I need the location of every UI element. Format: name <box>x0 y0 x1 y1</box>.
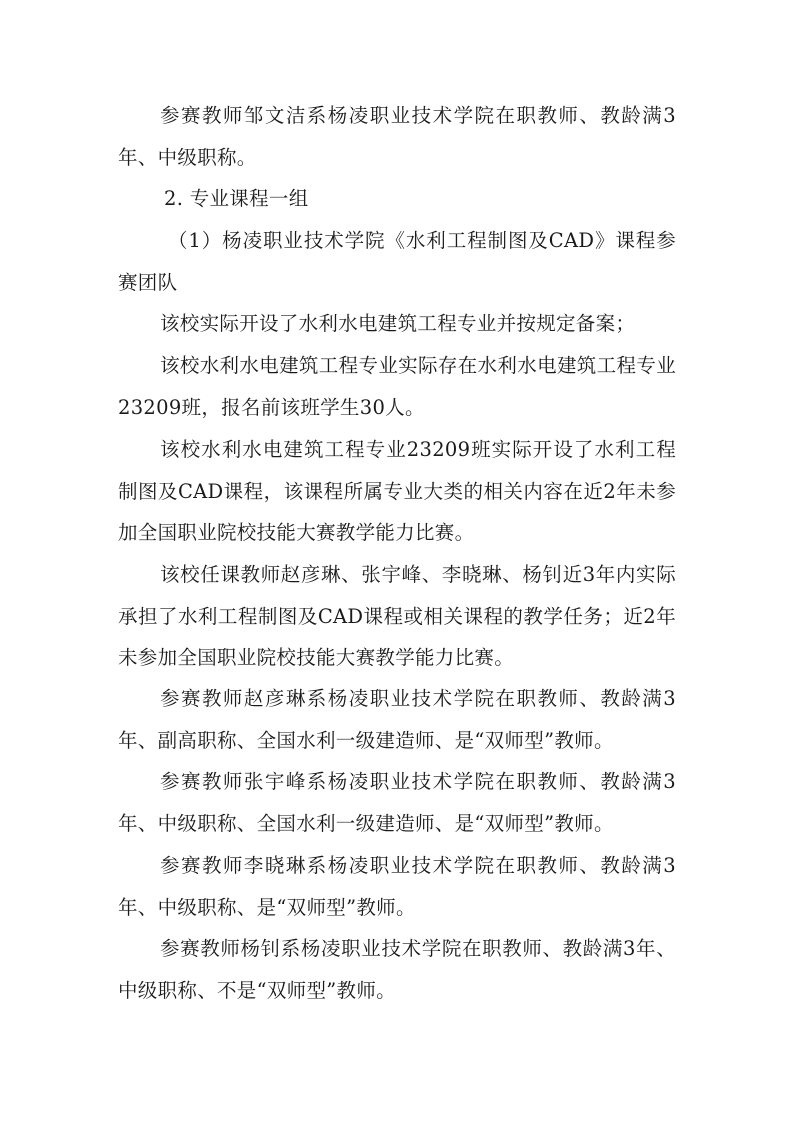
paragraph-course-info: 该校水利水电建筑工程专业23209班实际开设了水利工程制图及CAD课程，该课程所属专业大类的相关内容在近2年未参加全国职业院校技能大赛教学能力比赛。 <box>118 438 676 544</box>
paragraph-class-info: 该校水利水电建筑工程专业实际存在水利水电建筑工程专业23209班，报名前该班学生30人。 <box>118 354 676 419</box>
paragraph-teacher-li: 参赛教师李晓琳系杨凌职业技术学院在职教师、教龄满3年、中级职称、是“双师型”教师。 <box>118 854 676 919</box>
paragraph-teacher-zhao: 参赛教师赵彦琳系杨凌职业技术学院在职教师、教龄满3年、副高职称、全国水利一级建造师、是“双师型”教师。 <box>118 687 676 752</box>
paragraph-teacher-yang: 参赛教师杨钊系杨凌职业技术学院在职教师、教龄满3年、中级职称、不是“双师型”教师。 <box>118 937 676 1002</box>
section-heading: 2. 专业课程一组 <box>164 187 309 210</box>
subsection-heading: （1）杨凌职业技术学院《水利工程制图及CAD》课程参赛团队 <box>118 229 676 294</box>
paragraph-teachers-info: 该校任课教师赵彦琳、张宇峰、李晓琳、杨钊近3年内实际承担了水利工程制图及CAD课程或相关课程的教学任务；近2年未参加全国职业院校技能大赛教学能力比赛。 <box>118 563 676 669</box>
paragraph-teacher-zou: 参赛教师邹文洁系杨凌职业技术学院在职教师、教龄满3年、中级职称。 <box>118 104 676 169</box>
paragraph-teacher-zhang: 参赛教师张宇峰系杨凌职业技术学院在职教师、教龄满3年、中级职称、全国水利一级建造师、是“双师型”教师。 <box>118 770 676 835</box>
paragraph-major-filing: 该校实际开设了水利水电建筑工程专业并按规定备案； <box>160 312 636 335</box>
